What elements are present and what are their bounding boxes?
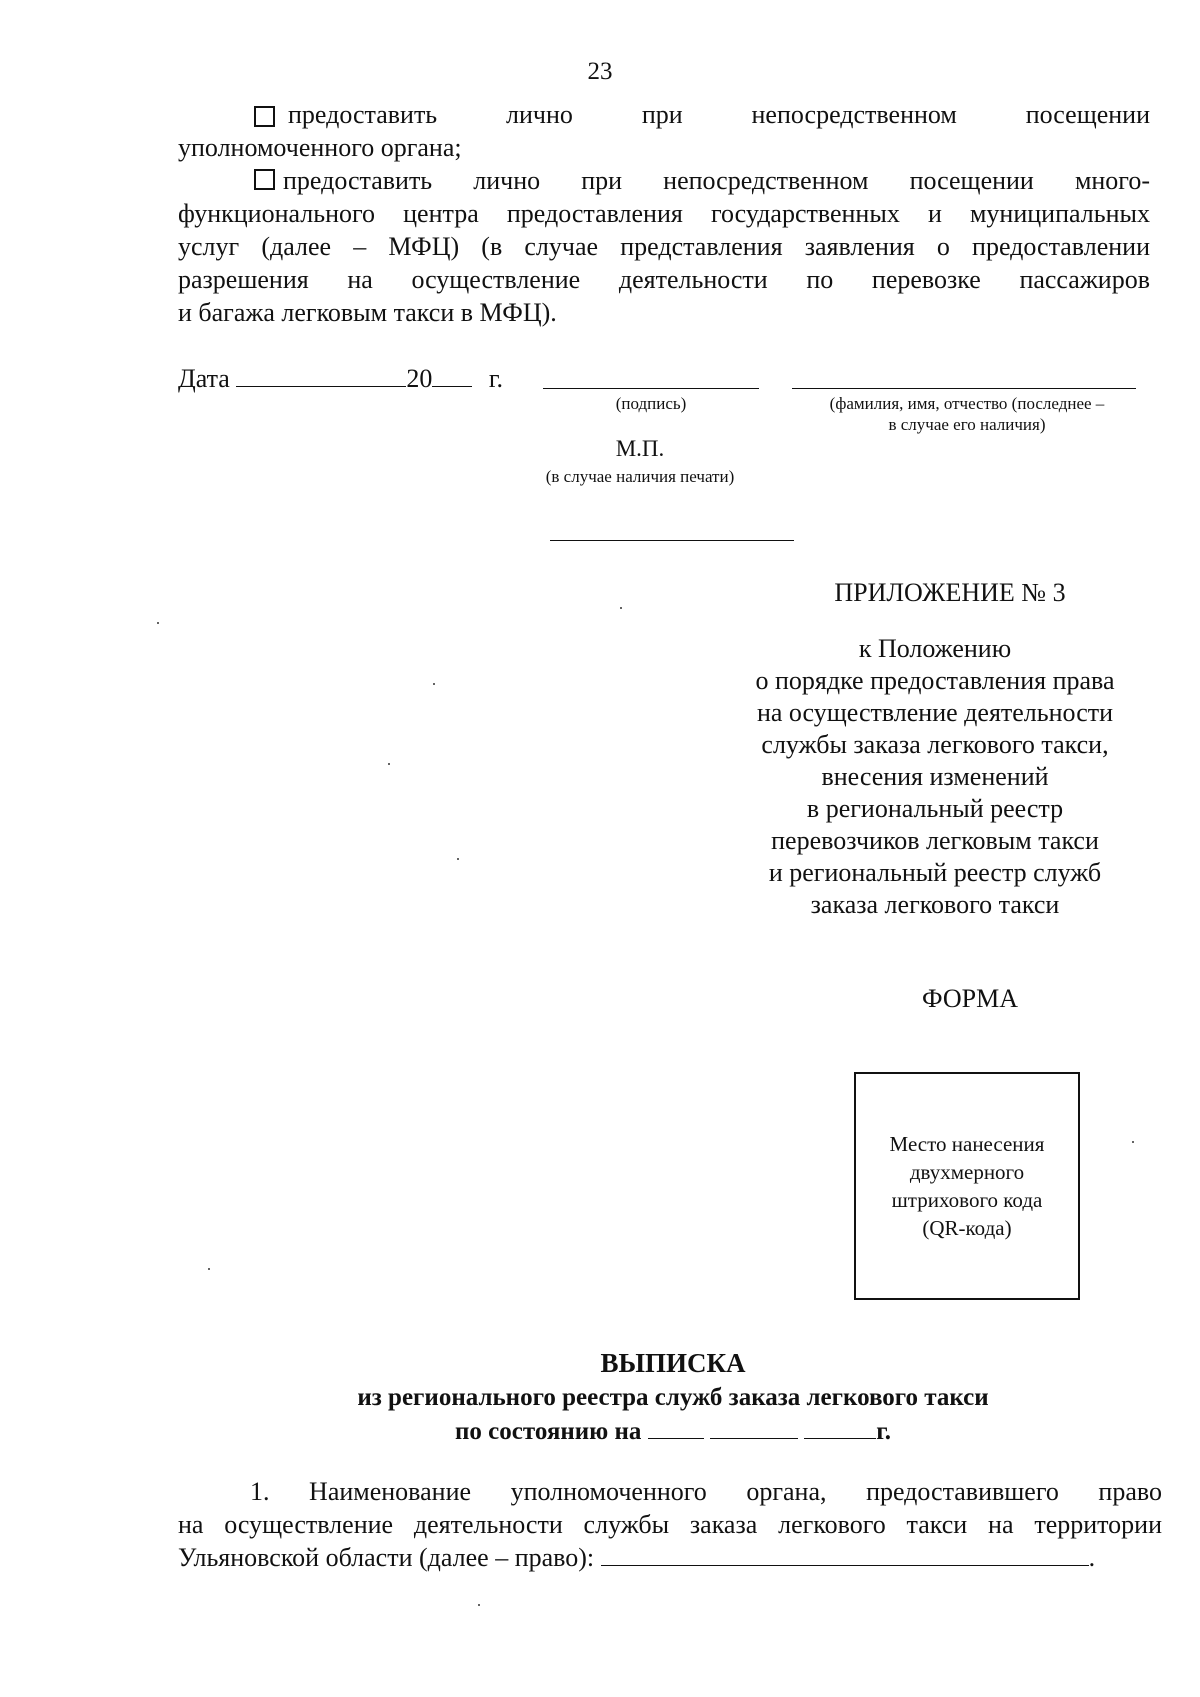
name-caption [792,393,1142,435]
extract-status [0,1418,1200,1446]
status-day-blank[interactable] [648,1418,704,1439]
option-2-checkbox[interactable] [254,169,275,190]
item-1-word: предоставившего [866,1477,1059,1506]
extract-subtitle: из регионального реестра служб заказа легкового такси [357,1384,989,1411]
status-year-blank[interactable] [804,1418,876,1439]
date-blank[interactable] [236,364,406,387]
item-1-line-2: на осуществление деятельности службы заказа легкового такси на территории [178,1510,1162,1539]
item-1-line-3 [178,1541,1162,1574]
signature-line[interactable] [543,388,759,389]
signature-caption: (подпись) [615,394,687,413]
item-1-word: 1. [250,1477,270,1506]
stamp-label: М.П. [615,436,665,461]
page-number: 23 [587,58,613,85]
appendix-line: внесения изменений [821,762,1049,791]
option-1-word: посещении [1025,100,1150,129]
stamp-caption: (в случае наличия печати) [545,467,735,486]
scan-speck [157,622,159,624]
option-2-line-1: предоставить лично при непосредственном посещении много- [283,166,1150,195]
scan-speck [433,683,435,685]
name-caption-line: (фамилия, имя, отчество (последнее – [829,394,1105,413]
item-1-line-3-end: . [1088,1543,1096,1572]
qr-caption-line: двухмерного [909,1160,1025,1184]
scan-speck [457,858,459,860]
option-2-line: разрешения на осуществление деятельности по перевозке пассажиров [178,265,1150,294]
scan-speck [478,1604,480,1606]
item-1 [178,1475,1162,1574]
year-blank[interactable] [432,364,472,387]
option-2-line: функционального центра предоставления государственных и муниципальных [178,199,1150,228]
date-row [178,362,503,395]
qr-caption-line: штрихового кода [891,1188,1043,1212]
appendix-line: и региональный реестр служб [768,858,1102,887]
extract-title: ВЫПИСКА [600,1348,746,1378]
item-1-word: органа, [746,1477,827,1506]
option-1-word: предоставить [288,100,438,129]
appendix-line: перевозчиков легковым такси [771,826,1099,855]
appendix-title: ПРИЛОЖЕНИЕ № 3 [834,578,1066,607]
status-suffix: г. [876,1418,891,1445]
form-label: ФОРМА [922,984,1018,1013]
item-1-word: право [1098,1477,1162,1506]
item-1-word: Наименование [309,1477,472,1506]
item-1-line-3-text: Ульяновской области (далее – право): [178,1543,595,1572]
option-2-line: услуг (далее – МФЦ) (в случае представления заявления о предоставлении [178,232,1150,261]
appendix-lines [720,633,1150,921]
divider [550,540,794,541]
item-1-word: уполномоченного [510,1477,707,1506]
status-prefix: по состоянию на [455,1418,642,1445]
option-1-checkbox[interactable] [254,106,275,127]
option-1-word: непосредственном [751,100,957,129]
appendix-line: службы заказа легкового такси, [761,730,1109,759]
scan-speck [1132,1141,1134,1143]
option-2-line: и багажа легковым такси в МФЦ). [178,298,557,327]
date-label: Дата [178,364,230,393]
option-1 [178,98,1150,164]
appendix-line: на осуществление деятельности [756,698,1114,727]
qr-caption-line: (QR-кода) [922,1216,1012,1240]
appendix-line: заказа легкового такси [810,890,1060,919]
option-2 [178,164,1150,329]
option-1-word: при [641,100,683,129]
scan-speck [208,1268,210,1270]
option-1-word: лично [506,100,573,129]
appendix-line: в региональный реестр [806,794,1064,823]
qr-code-placeholder [854,1072,1080,1300]
scan-speck [620,607,622,609]
qr-caption-line: Место нанесения [889,1132,1045,1156]
status-month-blank[interactable] [710,1418,798,1439]
appendix-line: к Положению [858,634,1012,663]
authority-name-blank[interactable] [601,1543,1089,1566]
option-1-line-2: уполномоченного органа; [178,133,462,162]
year-suffix: г. [488,364,504,393]
name-line[interactable] [792,388,1136,389]
year-prefix: 20 [406,364,433,393]
scan-speck [388,763,390,765]
name-caption-line: в случае его наличия) [888,415,1046,434]
appendix-line: о порядке предоставления права [755,666,1115,695]
